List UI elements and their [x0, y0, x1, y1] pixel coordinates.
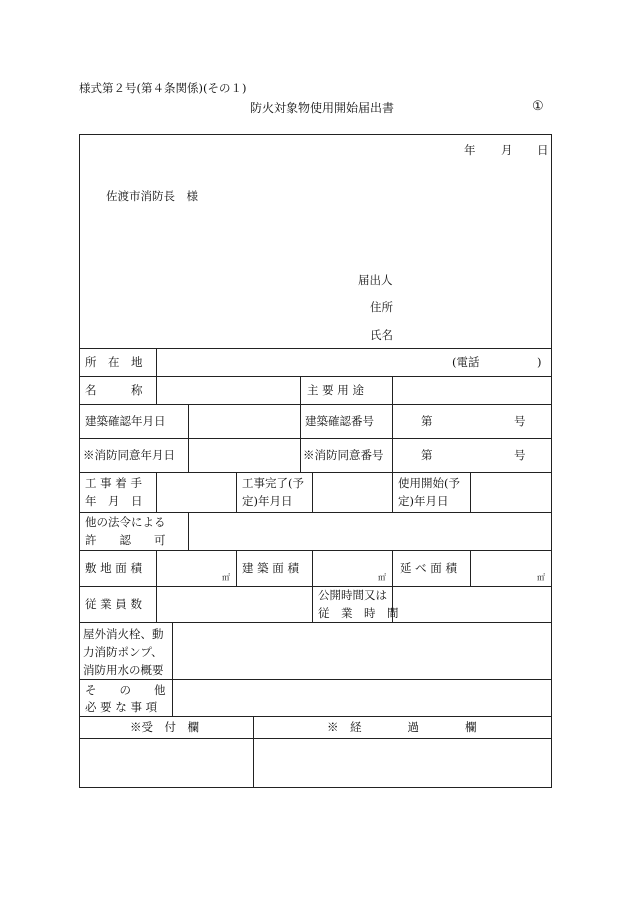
- line-h: [79, 404, 552, 405]
- line-v: [392, 550, 393, 586]
- line-v: [392, 376, 393, 404]
- outdoor-equipment-label-2: 力消防ポンプ、: [83, 645, 163, 659]
- line-v: [392, 404, 393, 472]
- line-h: [79, 472, 552, 473]
- use-start-label-2: 定)年月日: [398, 494, 449, 508]
- build-confirm-no-label: 建築確認番号: [305, 414, 374, 428]
- construction-complete-label: 工事完了(予: [242, 476, 304, 490]
- line-h: [79, 550, 552, 551]
- location-label: 所 在 地: [85, 355, 143, 369]
- line-v: [312, 586, 313, 622]
- date-day: 日: [537, 143, 549, 157]
- line-v: [300, 376, 301, 404]
- build-confirm-no-prefix: 第: [421, 414, 433, 428]
- use-start-label: 使用開始(予: [398, 476, 460, 490]
- phone-label: (電話 ): [452, 355, 542, 369]
- construction-complete-label-2: 定)年月日: [242, 494, 293, 508]
- fire-consent-no-prefix: 第: [421, 448, 433, 462]
- build-confirm-no-suffix: 号: [514, 414, 526, 428]
- name-label: 氏名: [370, 328, 393, 342]
- line-v: [188, 512, 189, 550]
- other-law-label: 他の法令による: [85, 515, 166, 529]
- build-confirm-date-label: 建築確認年月日: [85, 414, 166, 428]
- public-hours-label-2: 従 業 時 間: [318, 606, 399, 620]
- circled-mark: ①: [532, 99, 544, 114]
- facility-name-label: 名 称: [85, 383, 143, 397]
- fire-consent-no-label: ※消防同意番号: [303, 448, 384, 462]
- line-v: [470, 472, 471, 512]
- construction-start-label-2: 年 月 日: [85, 494, 143, 508]
- line-v: [236, 550, 237, 586]
- line-h: [79, 348, 552, 349]
- line-v: [156, 586, 157, 622]
- other-matters-label: そ の 他: [85, 683, 166, 697]
- line-h: [79, 679, 552, 680]
- date-month: 月: [501, 143, 513, 157]
- progress-header: ※ 経 過 欄: [327, 720, 477, 734]
- line-h: [79, 512, 552, 513]
- line-v: [470, 550, 471, 586]
- outdoor-equipment-label: 屋外消火栓、動: [83, 627, 164, 641]
- unit-m2: ㎡: [378, 573, 386, 582]
- unit-m2: ㎡: [537, 573, 545, 582]
- document-title: 防火対象物使用開始届出書: [250, 101, 395, 115]
- main-use-label: 主 要 用 途: [307, 383, 364, 397]
- line-v: [312, 550, 313, 586]
- line-v: [156, 472, 157, 512]
- reception-header: ※受 付 欄: [130, 720, 199, 734]
- line-h: [79, 376, 552, 377]
- line-h: [79, 438, 552, 439]
- line-v: [156, 348, 157, 404]
- line-h: [79, 716, 552, 717]
- site-area-label: 敷 地 面 積: [85, 561, 142, 575]
- line-v: [300, 404, 301, 472]
- public-hours-label: 公開時間又は: [318, 588, 387, 602]
- other-matters-label-2: 必 要 な 事 項: [85, 700, 158, 714]
- building-area-label: 建 築 面 積: [242, 561, 299, 575]
- applicant-label: 届出人: [358, 273, 393, 287]
- addressee: 佐渡市消防長 様: [106, 189, 198, 203]
- fire-consent-date-label: ※消防同意年月日: [83, 448, 175, 462]
- date-year: 年: [464, 143, 476, 157]
- total-floor-area-label: 延 べ 面 積: [400, 561, 457, 575]
- line-v: [236, 472, 237, 512]
- other-law-label-2: 許 認 可: [85, 533, 166, 547]
- outdoor-equipment-label-3: 消防用水の概要: [83, 663, 164, 677]
- unit-m2: ㎡: [222, 573, 230, 582]
- construction-start-label: 工 事 着 手: [85, 476, 142, 490]
- line-v: [253, 716, 254, 788]
- employees-label: 従 業 員 数: [85, 597, 142, 611]
- line-v: [312, 472, 313, 512]
- line-h: [79, 738, 552, 739]
- line-h: [79, 622, 552, 623]
- address-label: 住所: [370, 300, 393, 314]
- fire-consent-no-suffix: 号: [514, 448, 526, 462]
- line-v: [392, 472, 393, 512]
- line-v: [188, 404, 189, 472]
- line-v: [172, 622, 173, 716]
- line-h: [79, 586, 552, 587]
- form-number: 様式第２号(第４条関係)(その１): [79, 81, 247, 95]
- line-v: [156, 550, 157, 586]
